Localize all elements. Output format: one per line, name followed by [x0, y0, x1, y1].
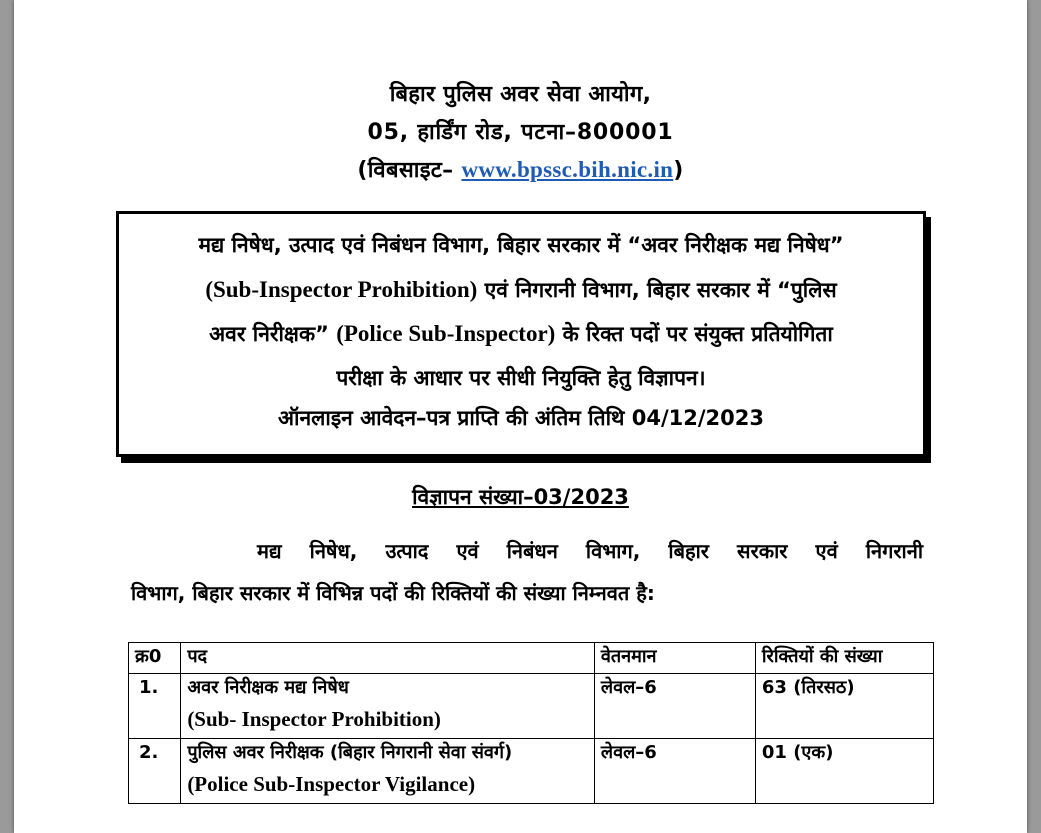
notice-line-4: परीक्षा के आधार पर सीधी नियुक्ति हेतु विज्ञापन। [336, 366, 706, 390]
notice-post-2-en: (Police Sub-Inspector) [336, 321, 556, 346]
post-hi: अवर निरीक्षक मद्य निषेध [187, 677, 349, 698]
table-row [129, 674, 934, 739]
row-sn: 1. [129, 674, 181, 739]
org-website [14, 155, 1027, 186]
row-pay: लेवल–6 [594, 739, 755, 804]
website-suffix: ) [673, 158, 684, 183]
intro-line-1: मद्य निषेध, उत्पाद एवं निबंधन विभाग, बिहार सरकार एवं निगरानी [257, 539, 923, 563]
notice-deadline: ऑनलाइन आवेदन–पत्र प्राप्ति की अंतिम तिथि 04/12/2023 [278, 406, 764, 430]
org-address: 05, हार्डिंग रोड, पटना–800001 [367, 120, 674, 145]
col-header-pay: वेतनमान [594, 643, 755, 674]
row-vacancies: 63 (तिरसठ) [755, 674, 933, 739]
post-hi: पुलिस अवर निरीक्षक (बिहार निगरानी सेवा संवर्ग) [187, 742, 513, 763]
col-header-vacancies: रिक्तियों की संख्या [755, 643, 933, 674]
row-vacancies: 01 (एक) [755, 739, 933, 804]
row-pay: लेवल–6 [594, 674, 755, 739]
vacancy-table [128, 642, 934, 804]
advertisement-number: विज्ञापन संख्या–03/2023 [412, 485, 629, 509]
website-prefix: (विबसाइट– [357, 158, 454, 183]
notice-line-3: अवर निरीक्षक” (Police Sub-Inspector) के रिक्त पदों पर संयुक्त प्रतियोगिता [209, 321, 833, 346]
notice-box [116, 211, 926, 457]
table-header-row [129, 643, 934, 674]
table-row [129, 739, 934, 804]
website-link[interactable]: www.bpssc.bih.nic.in [461, 157, 674, 182]
col-header-sn: क्र0 [129, 643, 181, 674]
intro-line-2: विभाग, बिहार सरकार में विभिन्न पदों की रिक्तियों की संख्या निम्नवत है: [131, 581, 655, 605]
post-en: (Police Sub-Inspector Vigilance) [187, 772, 476, 796]
row-sn: 2. [129, 739, 181, 804]
post-en: (Sub- Inspector Prohibition) [187, 707, 441, 731]
notice-post-1-en: (Sub-Inspector Prohibition) [205, 277, 478, 302]
org-name: बिहार पुलिस अवर सेवा आयोग, [389, 82, 652, 107]
row-post [181, 674, 595, 739]
document-page [14, 0, 1027, 833]
notice-line-1: मद्य निषेध, उत्पाद एवं निबंधन विभाग, बिहार सरकार में “अवर निरीक्षक मद्य निषेध” [198, 233, 844, 257]
col-header-post: पद [181, 643, 595, 674]
row-post [181, 739, 595, 804]
notice-line-2: (Sub-Inspector Prohibition) एवं निगरानी विभाग, बिहार सरकार में “पुलिस [205, 277, 837, 302]
